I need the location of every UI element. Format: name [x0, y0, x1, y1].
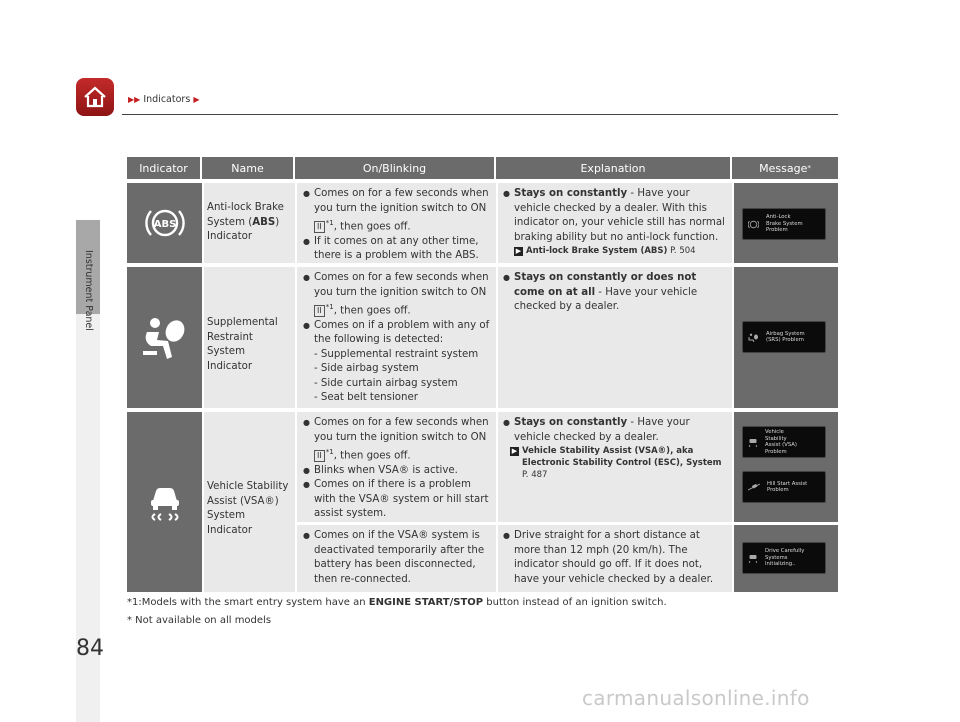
footnote-suffix: button instead of an ignition switch.	[483, 597, 667, 608]
vsa-on-text-4: Comes on if the VSA® system is deactivated temporarily after the battery has been disconnected, then re-connected.	[314, 530, 485, 585]
vsa-on-text-end: , then goes off.	[333, 450, 411, 462]
srs-explanation-text: - Have your vehicle checked by a dealer.	[514, 286, 698, 312]
ignition-key-icon: II	[314, 450, 325, 462]
airbag-icon	[139, 315, 191, 361]
ignition-key-icon: II	[314, 305, 325, 317]
footnote-ref: *1	[325, 303, 334, 311]
abs-small-icon	[748, 220, 759, 229]
list-item	[503, 416, 728, 445]
table-header	[127, 157, 838, 179]
hill-start-icon	[748, 483, 760, 491]
column-header-name: Name	[202, 157, 295, 179]
message-display	[742, 321, 826, 353]
vsa-on-text: Comes on for a few seconds when you turn the ignition switch to ON	[314, 417, 489, 443]
abs-message-cell	[734, 183, 838, 263]
column-header-on-blinking: On/Blinking	[295, 157, 496, 179]
message-display	[742, 208, 826, 240]
srs-sub-item: - Seat belt tensioner	[314, 392, 418, 404]
reference-arrow-icon: ▶	[515, 247, 522, 255]
list-item	[303, 416, 492, 464]
srs-explanation-bold: Stays on constantly or does not come on at all	[514, 272, 697, 298]
abs-on-text: Comes on for a few seconds when you turn the ignition switch to ON	[314, 188, 489, 214]
message-text: Hill Start Assist Problem	[767, 480, 808, 493]
list-item	[303, 319, 492, 406]
srs-name-cell	[204, 267, 295, 408]
svg-text:ABS: ABS	[153, 219, 176, 230]
abs-on-text-end: , then goes off.	[333, 221, 411, 233]
breadcrumb-label: Indicators	[143, 94, 191, 105]
vsa-small-icon	[748, 437, 758, 447]
list-item	[303, 235, 492, 264]
breadcrumb-arrow-icon: ▶▶	[128, 95, 141, 104]
section-label: Instrument Panel	[83, 250, 94, 331]
vsa-explanation-bold: Stays on constantly	[514, 417, 628, 428]
column-header-message	[732, 157, 838, 179]
vsa-explanation-text: - Have your vehicle checked by a dealer.	[514, 417, 690, 443]
message-text: Airbag System (SRS) Problem	[766, 330, 805, 343]
list-item	[303, 271, 492, 319]
vsa-explanation-cell	[498, 412, 732, 522]
message-display	[742, 542, 826, 574]
message-header-label: Message	[759, 161, 808, 175]
reference-title: Vehicle Stability Assist (VSA®), aka Electronic Stability Control (ESC), System	[522, 446, 722, 468]
table-row-srs	[127, 267, 202, 408]
abs-explanation-bold: Stays on constantly	[514, 188, 628, 199]
abs-explanation-cell	[498, 183, 732, 263]
vsa-skid-icon	[147, 483, 183, 521]
header-divider	[122, 114, 838, 115]
abs-on-cell	[297, 183, 496, 263]
vsa-message-cell-2	[734, 525, 838, 592]
list-item	[303, 478, 492, 522]
asterisk: *	[807, 164, 811, 172]
breadcrumb[interactable]	[128, 94, 199, 105]
vsa-on-cell-2	[297, 525, 496, 592]
abs-icon	[145, 205, 185, 241]
reference-page: P. 487	[522, 470, 548, 480]
cross-reference-link[interactable]	[503, 445, 728, 481]
srs-on-text: Comes on for a few seconds when you turn the ignition switch to ON	[314, 272, 489, 298]
message-display	[742, 471, 826, 503]
vsa-on-cell	[297, 412, 496, 522]
ignition-key-icon: II	[314, 221, 325, 233]
vsa-on-text-2: Blinks when VSA® is active.	[314, 464, 458, 476]
breadcrumb-arrow-icon: ▶	[193, 95, 200, 104]
vsa-explanation-text-2: Drive straight for a short distance at more than 12 mph (20 km/h). The indicator should go off. If it does not, have your vehicle checked by a dealer.	[514, 530, 714, 585]
home-button[interactable]	[76, 78, 114, 116]
srs-sub-item: - Side airbag system	[314, 363, 419, 375]
message-text: Drive Carefully Systems Initializing..	[765, 548, 805, 568]
vsa-explanation-cell-2	[498, 525, 732, 592]
abs-name-line2: Indicator	[207, 231, 253, 242]
vsa-on-text-3: Comes on if there is a problem with the VSA® system or hill start assist system.	[314, 479, 489, 520]
message-text: Anti-Lock Brake System Problem	[766, 214, 803, 234]
footnote-ref: *1	[325, 448, 334, 456]
srs-explanation-cell	[498, 267, 732, 408]
column-header-explanation: Explanation	[496, 157, 732, 179]
srs-name: Supplemental Restraint System Indicator	[207, 317, 278, 372]
reference-arrow-icon: ▶	[511, 447, 518, 455]
srs-sub-item: - Supplemental restraint system	[314, 348, 479, 360]
home-icon	[82, 85, 108, 109]
message-text: Vehicle Stability Assist (VSA) Problem	[765, 429, 797, 455]
reference-title: Anti-lock Brake System (ABS)	[526, 246, 668, 256]
vsa-name-cell	[204, 412, 295, 592]
cross-reference-link[interactable]	[503, 245, 728, 257]
abs-on-text-2: If it comes on at any other time, there is a problem with the ABS.	[314, 235, 479, 262]
abs-name-cell	[204, 183, 295, 263]
vsa-name: Vehicle Stability Assist (VSA®) System Indicator	[207, 481, 289, 536]
srs-on-cell	[297, 267, 496, 408]
footnote	[127, 597, 667, 608]
footnote-ref: *1	[325, 219, 334, 227]
list-item	[503, 271, 728, 315]
availability-note: * Not available on all models	[127, 615, 272, 626]
page-number: 84	[76, 636, 104, 661]
message-display	[742, 426, 826, 458]
list-item	[303, 529, 492, 587]
abs-name-prefix: Anti-lock Brake System (	[207, 202, 284, 228]
column-header-indicator: Indicator	[127, 157, 202, 179]
srs-on-text-end: , then goes off.	[333, 305, 411, 317]
list-item	[503, 187, 728, 245]
watermark: carmanualsonline.info	[582, 686, 810, 710]
srs-message-cell	[734, 267, 838, 408]
vsa-small-icon	[748, 553, 758, 563]
reference-page: P. 504	[670, 246, 696, 256]
list-item	[303, 464, 492, 479]
list-item	[503, 529, 728, 587]
footnote-bold: ENGINE START/STOP	[368, 597, 484, 608]
vsa-message-cell	[734, 412, 838, 522]
srs-sub-item: - Side curtain airbag system	[314, 377, 458, 389]
abs-name-suffix: )	[275, 216, 280, 228]
abs-name-bold: ABS	[252, 216, 276, 228]
airbag-small-icon	[748, 333, 759, 342]
srs-on-text-2: Comes on if a problem with any of the following is detected:	[314, 319, 490, 346]
list-item	[303, 187, 492, 235]
table-row-abs	[127, 183, 202, 263]
abs-explanation-text: - Have your vehicle checked by a dealer. With this indicator on, your vehicle still has normal braking ability but no anti-lock function.	[514, 188, 725, 243]
table-row-vsa	[127, 412, 202, 592]
footnote-prefix: *1:Models with the smart entry system have an	[127, 597, 369, 608]
